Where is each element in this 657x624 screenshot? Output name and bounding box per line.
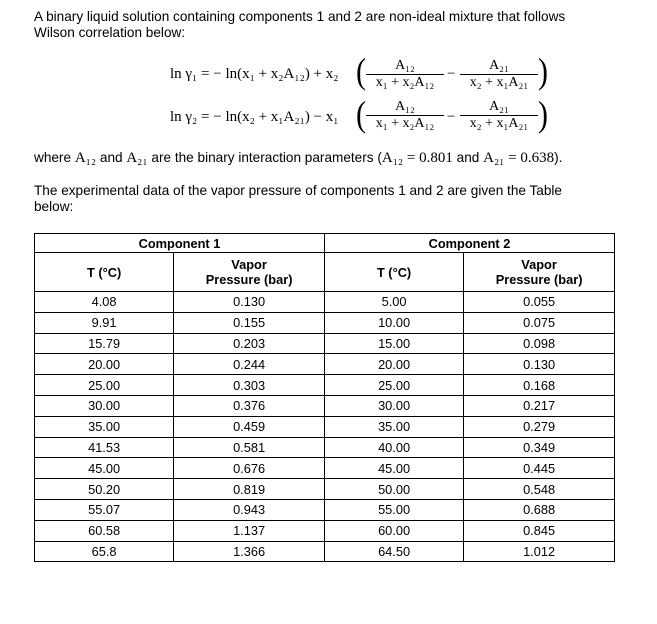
where-a12: A₁₂: [74, 150, 97, 166]
c1-pressure-header: [174, 253, 325, 292]
component-2-header: Component 2: [324, 234, 614, 253]
where-and-2: and: [452, 150, 484, 165]
c1-temperature-cell: 55.07: [35, 499, 174, 520]
eq2-frac-b-denominator: x₂ + x₁A₂₁: [460, 115, 538, 132]
c2-pressure-cell: 0.055: [464, 292, 615, 313]
c2-temperature-cell: 5.00: [324, 292, 463, 313]
c2-temperature-cell: 50.00: [324, 479, 463, 500]
eq2-frac-a-denominator: x₁ + x₂A₁₂: [366, 115, 444, 132]
c2-temperature-cell: 40.00: [324, 437, 463, 458]
c1-temperature-cell: 25.00: [35, 375, 174, 396]
c2-temperature-cell: 45.00: [324, 458, 463, 479]
experimental-line-2: below:: [34, 199, 74, 214]
eq2-minus: −: [447, 109, 456, 125]
c1-pressure-cell: 0.943: [174, 499, 325, 520]
c2-pressure-cell: 0.845: [464, 520, 615, 541]
c1-pressure-cell: 0.676: [174, 458, 325, 479]
c1-temperature-cell: 60.58: [35, 520, 174, 541]
table-row: [35, 333, 615, 354]
eq1-close-paren: ): [538, 51, 548, 92]
eq1-fraction-a: [366, 58, 444, 91]
c1-pressure-cell: 1.137: [174, 520, 325, 541]
eq1-fraction-b: [460, 58, 538, 91]
c2-pressure-cell: 0.349: [464, 437, 615, 458]
c1-temperature-cell: 15.79: [35, 333, 174, 354]
c1-temperature-cell: 65.8: [35, 541, 174, 562]
c1-pressure-cell: 0.459: [174, 416, 325, 437]
intro-line-1: A binary liquid solution containing components 1 and 2 are non-ideal mixture that follows: [34, 9, 566, 24]
c2-pressure-cell: 0.168: [464, 375, 615, 396]
c1-pressure-header-line-1: Vapor: [231, 257, 267, 272]
c1-pressure-cell: 0.203: [174, 333, 325, 354]
c1-pressure-cell: 0.155: [174, 312, 325, 333]
eq1-left: ln γ₁ = − ln(x₁ + x₂A₁₂) + x₂: [170, 66, 339, 82]
experimental-line-1: The experimental data of the vapor pressure of components 1 and 2 are given the Table: [34, 183, 562, 198]
c2-temperature-cell: 20.00: [324, 354, 463, 375]
table-row: [35, 375, 615, 396]
c1-temperature-cell: 41.53: [35, 437, 174, 458]
c2-temperature-cell: 15.00: [324, 333, 463, 354]
where-a21: A₂₁: [126, 150, 148, 166]
c2-pressure-cell: 1.012: [464, 541, 615, 562]
intro-paragraph: [34, 9, 640, 41]
where-a12-value: A₁₂ = 0.801: [381, 150, 453, 166]
c1-pressure-cell: 0.376: [174, 395, 325, 416]
c1-temperature-cell: 50.20: [35, 479, 174, 500]
c2-temperature-cell: 55.00: [324, 499, 463, 520]
table-row: [35, 395, 615, 416]
c1-pressure-cell: 0.819: [174, 479, 325, 500]
vapor-pressure-table: [34, 233, 615, 562]
c2-temperature-cell: 25.00: [324, 375, 463, 396]
table-row: [35, 541, 615, 562]
c1-pressure-cell: 0.581: [174, 437, 325, 458]
intro-line-2: Wilson correlation below:: [34, 25, 186, 40]
c1-pressure-cell: 0.303: [174, 375, 325, 396]
c1-pressure-cell: 0.130: [174, 292, 325, 313]
c2-pressure-cell: 0.098: [464, 333, 615, 354]
eq1-minus: −: [447, 66, 456, 82]
table-row: [35, 479, 615, 500]
c2-temperature-cell: 35.00: [324, 416, 463, 437]
c1-pressure-cell: 1.366: [174, 541, 325, 562]
c2-pressure-header: [464, 253, 615, 292]
table-row: [35, 354, 615, 375]
where-text-b: are the binary interaction parameters (: [147, 150, 382, 165]
table-row: [35, 292, 615, 313]
eq1-frac-a-numerator: A₁₂: [395, 58, 415, 73]
c1-temperature-cell: 9.91: [35, 312, 174, 333]
c2-temperature-cell: 10.00: [324, 312, 463, 333]
table-row: [35, 499, 615, 520]
c1-temperature-cell: 35.00: [35, 416, 174, 437]
where-a21-value: A₂₁ = 0.638: [483, 150, 555, 166]
eq2-fraction-a: [366, 99, 444, 132]
eq2-frac-b-numerator: A₂₁: [489, 99, 509, 114]
eq1-open-paren: (: [356, 51, 366, 92]
table-row: [35, 312, 615, 333]
eq1-frac-b-denominator: x₂ + x₁A₂₁: [460, 74, 538, 91]
c2-pressure-cell: 0.688: [464, 499, 615, 520]
eq1-frac-b-numerator: A₂₁: [489, 58, 509, 73]
c1-temperature-cell: 4.08: [35, 292, 174, 313]
c2-pressure-cell: 0.279: [464, 416, 615, 437]
where-and-1: and: [96, 150, 127, 165]
eq2-open-paren: (: [356, 94, 366, 135]
c2-pressure-cell: 0.548: [464, 479, 615, 500]
c2-temperature-cell: 60.00: [324, 520, 463, 541]
table-row: [35, 416, 615, 437]
c1-temperature-header: T (°C): [35, 253, 174, 292]
c2-temperature-cell: 30.00: [324, 395, 463, 416]
eq2-fraction-b: [460, 99, 538, 132]
c1-temperature-cell: 20.00: [35, 354, 174, 375]
c2-pressure-cell: 0.217: [464, 395, 615, 416]
experimental-paragraph: [34, 183, 640, 215]
c1-temperature-cell: 45.00: [35, 458, 174, 479]
where-text-c: ).: [554, 150, 563, 165]
c2-pressure-header-line-2: Pressure (bar): [495, 272, 583, 287]
table-row: [35, 520, 615, 541]
c1-temperature-cell: 30.00: [35, 395, 174, 416]
table-body: [35, 292, 615, 562]
c1-pressure-header-line-2: Pressure (bar): [205, 272, 293, 287]
eq2-left: ln γ₂ = − ln(x₂ + x₁A₂₁) − x₁: [170, 109, 339, 125]
c2-pressure-header-line-1: Vapor: [521, 257, 557, 272]
eq1-frac-a-denominator: x₁ + x₂A₁₂: [366, 74, 444, 91]
c2-pressure-cell: 0.445: [464, 458, 615, 479]
c2-temperature-header: T (°C): [324, 253, 463, 292]
table-row: [35, 437, 615, 458]
c1-pressure-cell: 0.244: [174, 354, 325, 375]
c2-pressure-cell: 0.075: [464, 312, 615, 333]
table-row: [35, 458, 615, 479]
component-1-header: Component 1: [35, 234, 325, 253]
c2-pressure-cell: 0.130: [464, 354, 615, 375]
eq2-frac-a-numerator: A₁₂: [395, 99, 415, 114]
c2-temperature-cell: 64.50: [324, 541, 463, 562]
where-paragraph: [34, 150, 640, 166]
where-text-a: where: [34, 150, 75, 165]
eq2-close-paren: ): [538, 94, 548, 135]
